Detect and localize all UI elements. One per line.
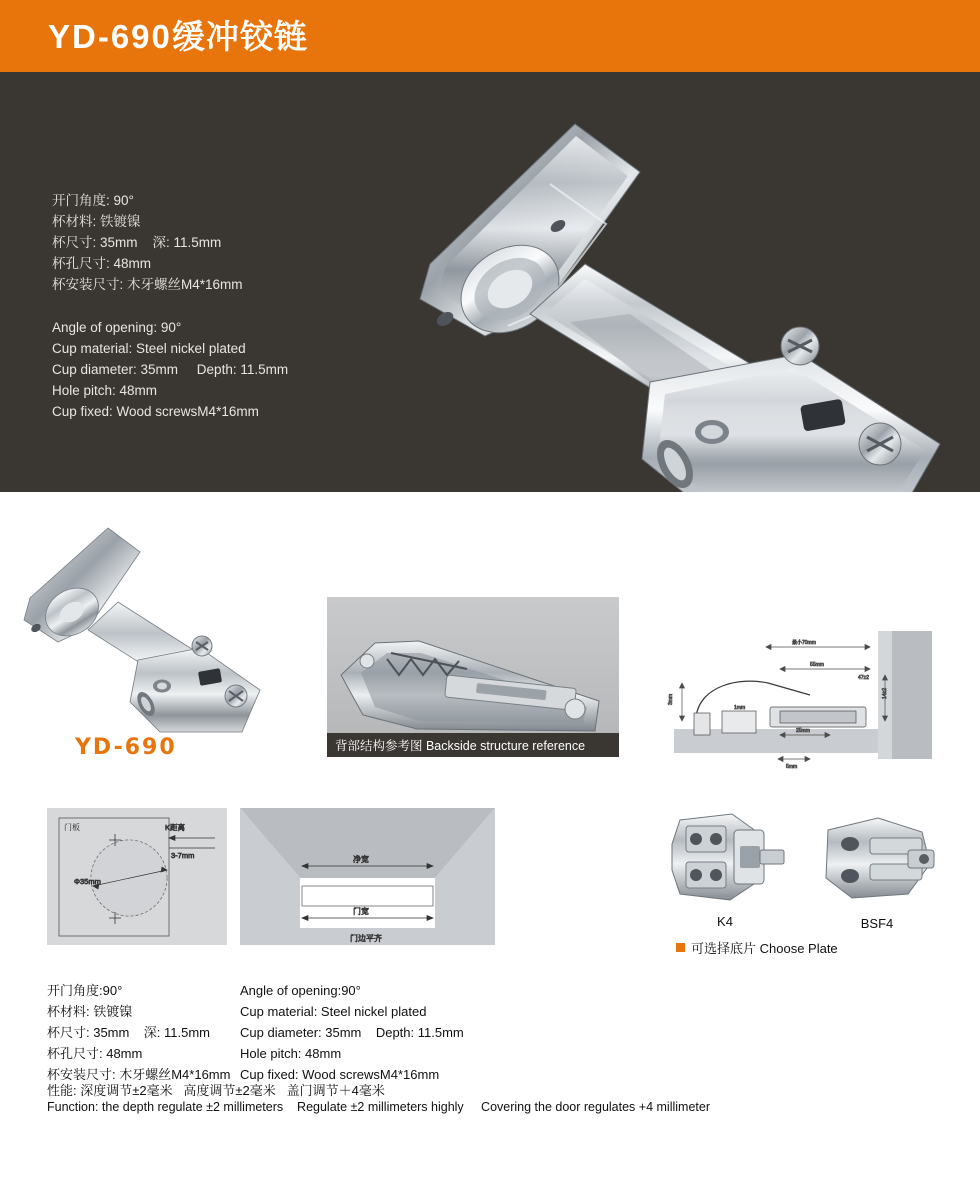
hero-spec-cn-3: 杯孔尺寸: 48mm [52,256,152,271]
door-panel-diagram [47,808,227,945]
bottom-spec-list-en [240,980,464,1085]
bottom-spec-cn-0: 开门角度:90° [47,983,123,998]
choose-plate-label: 可选择底片 Choose Plate [691,941,838,956]
svg-text:门板: 门板 [64,823,80,832]
hero-section [0,72,980,492]
hero-spec-en-3: Hole pitch: 48mm [52,383,158,398]
hero-spec-en-0: Angle of opening: 90° [52,320,182,335]
svg-text:门边平齐: 门边平齐 [350,934,382,943]
frame-width-diagram [240,808,495,945]
svg-text:3mm: 3mm [668,693,674,705]
plate-label-bsf4: BSF4 [860,916,894,931]
bottom-spec-en-1: Cup material: Steel nickel plated [240,1004,427,1019]
page-header [0,0,980,72]
hero-spec-en-1: Cup material: Steel nickel plated [52,341,246,356]
hero-spec-en-4: Cup fixed: Wood screwsM4*16mm [52,404,259,419]
page-title [48,17,308,55]
bottom-spec-en-4: Cup fixed: Wood screwsM4*16mm [240,1067,440,1082]
svg-text:K距离: K距离 [165,823,186,832]
svg-text:25mm: 25mm [796,728,810,734]
bottom-spec-en-3: Hole pitch: 48mm [240,1046,342,1061]
bullet-square-icon [676,943,685,952]
choose-plate-note [676,938,838,957]
svg-text:最小70mm: 最小70mm [792,640,816,646]
hero-spec-group-en [52,317,288,422]
hero-spec-cn-4: 杯安装尺寸: 木牙螺丝M4*16mm [52,277,243,292]
page-title-model: YD-690 [48,17,172,55]
svg-text:47±2: 47±2 [858,675,870,681]
bottom-spec-en-2: Cup diameter: 35mm Depth: 11.5mm [240,1025,464,1040]
hero-spec-cn-0: 开门角度: 90° [52,193,134,208]
plate-option-bsf4[interactable] [812,808,942,931]
hero-spec-group-cn [52,190,288,295]
bottom-spec-cn-3: 杯孔尺寸: 48mm [47,1046,143,1061]
svg-text:55mm: 55mm [810,662,824,668]
technical-dimension-drawing [660,625,940,775]
svg-text:5mm: 5mm [786,764,798,770]
page-title-cn: 缓冲铰链 [171,17,308,55]
svg-text:Φ35mm: Φ35mm [74,877,101,886]
plate-option-k4[interactable] [660,806,790,929]
plate-label-k4: K4 [717,914,733,929]
bottom-spec-cn-4: 杯安装尺寸: 木牙螺丝M4*16mm [47,1067,231,1082]
hero-spec-cn-1: 杯材料: 铁镀镍 [52,214,141,229]
photo-caption: 背部结构参考图 Backside structure reference [327,733,619,757]
model-label: YD-690 [75,735,177,760]
hero-spec-cn-2: 杯尺寸: 35mm 深: 11.5mm [52,235,222,250]
svg-text:14±2: 14±2 [882,687,888,699]
svg-text:门宽: 门宽 [353,907,369,916]
hinge-product-image-large [380,114,960,492]
function-note-en: Function: the depth regulate ±2 millimeters Regulate ±2 millimeters highly Covering the door regulates +4 millimeter [47,1100,710,1114]
bottom-spec-en-0: Angle of opening:90° [240,983,361,998]
hinge-product-image-small [10,520,270,750]
svg-text:1mm: 1mm [734,705,746,711]
bottom-spec-cn-2: 杯尺寸: 35mm 深: 11.5mm [47,1025,211,1040]
bottom-spec-cn-1: 杯材料: 铁镀镍 [47,1004,133,1019]
hero-spec-en-2: Cup diameter: 35mm Depth: 11.5mm [52,362,289,377]
svg-text:净宽: 净宽 [353,855,369,864]
bottom-spec-list-cn [47,980,230,1085]
hero-spec-list [52,190,288,422]
function-note-cn: 性能: 深度调节±2毫米 高度调节±2毫米 盖门调节＋4毫米 [47,1083,385,1098]
svg-text:3-7mm: 3-7mm [171,851,195,860]
